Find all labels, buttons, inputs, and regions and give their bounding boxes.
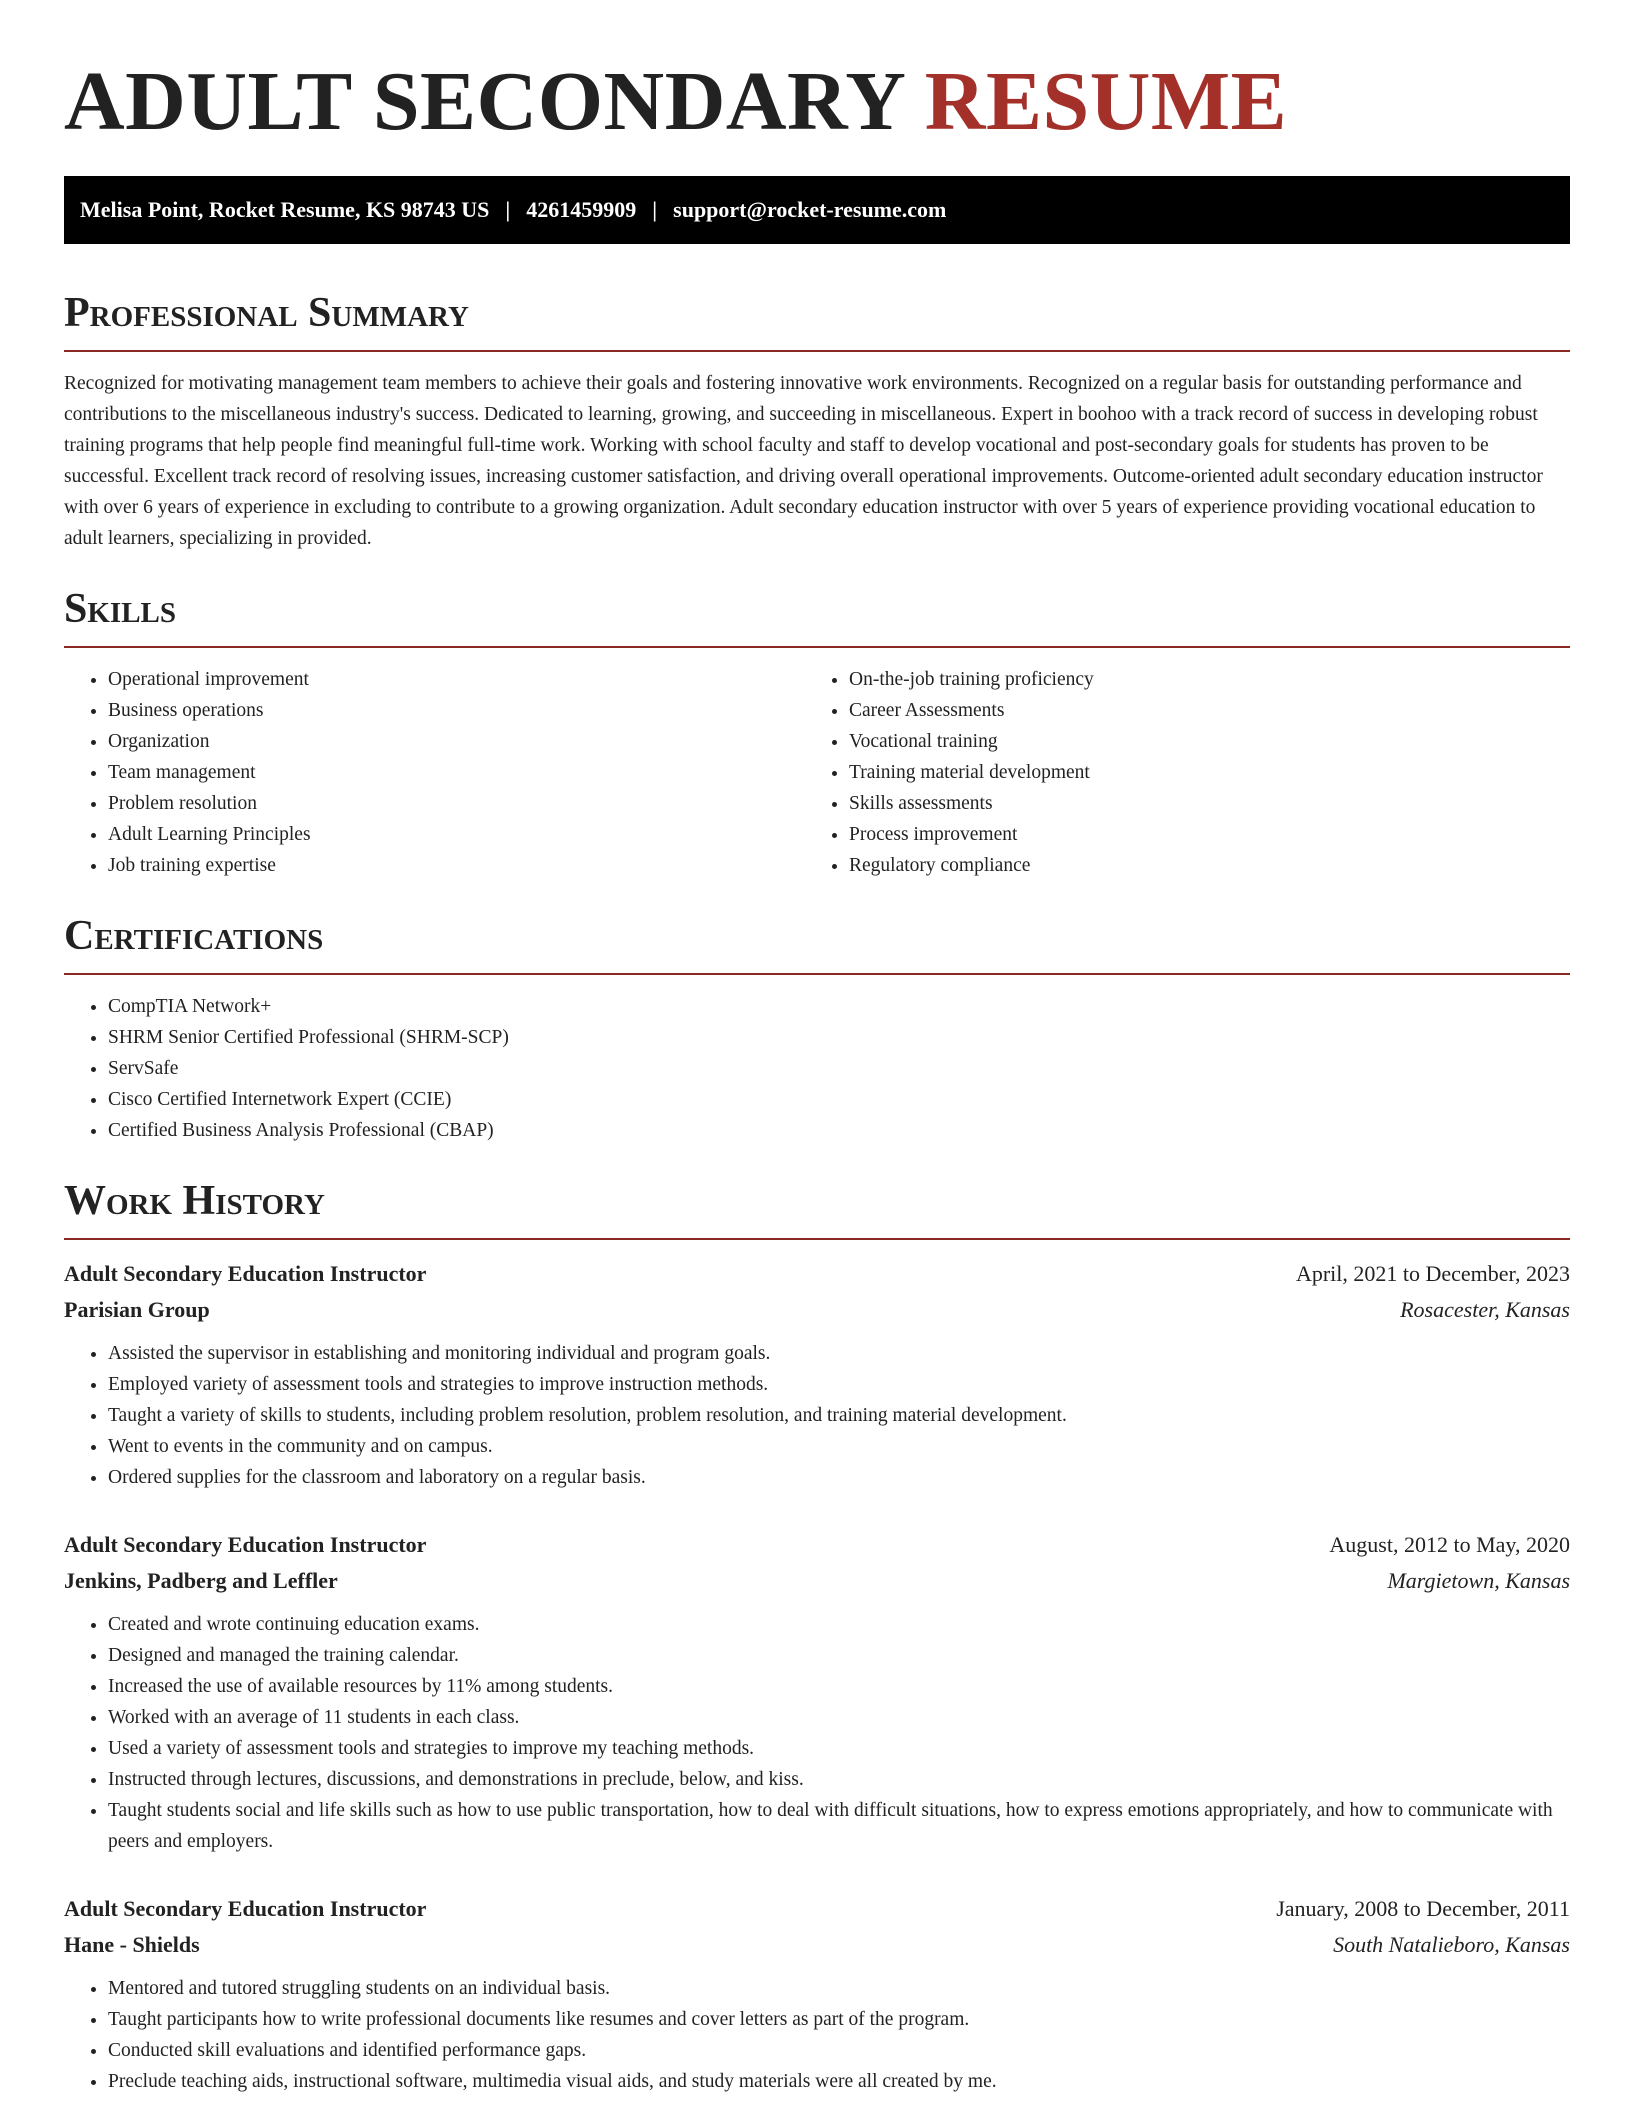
job-dates: August, 2012 to May, 2020 bbox=[1329, 1532, 1570, 1557]
job-bullet: • Taught a variety of skills to students, including problem resolution, problem resolution, and training material development. bbox=[108, 1400, 1570, 1431]
skill-item: • Process improvement bbox=[849, 819, 1546, 850]
job-entry bbox=[64, 1527, 1570, 1857]
skill-item: • Training material development bbox=[849, 757, 1546, 788]
skills-section bbox=[64, 584, 1570, 881]
work-heading: Work History bbox=[64, 1176, 1570, 1240]
certifications-list bbox=[64, 991, 1570, 1146]
skill-item: • Vocational training bbox=[849, 726, 1546, 757]
job-company: Jenkins, Padberg and Leffler bbox=[64, 1568, 338, 1593]
skills-list-right bbox=[805, 664, 1546, 881]
contact-address: Melisa Point, Rocket Resume, KS 98743 US bbox=[80, 197, 490, 222]
job-bullets bbox=[64, 1338, 1570, 1493]
skill-item: • Team management bbox=[108, 757, 805, 788]
job-company: Parisian Group bbox=[64, 1297, 210, 1322]
job-dates: January, 2008 to December, 2011 bbox=[1276, 1896, 1570, 1921]
job-bullet: • Created and wrote continuing education exams. bbox=[108, 1609, 1570, 1640]
job-bullet: • Instructed through lectures, discussions, and demonstrations in preclude, below, and kiss. bbox=[108, 1764, 1570, 1795]
certification-item: • CompTIA Network+ bbox=[108, 991, 1570, 1022]
job-location: Margietown, Kansas bbox=[1387, 1568, 1570, 1593]
resume-title bbox=[64, 52, 1570, 152]
job-bullets bbox=[64, 1609, 1570, 1857]
job-title: Adult Secondary Education Instructor bbox=[64, 1261, 427, 1286]
job-title: Adult Secondary Education Instructor bbox=[64, 1896, 427, 1921]
contact-separator: | bbox=[505, 197, 511, 222]
job-entry bbox=[64, 1891, 1570, 2097]
job-bullet: • Went to events in the community and on campus. bbox=[108, 1431, 1570, 1462]
certifications-heading: Certifications bbox=[64, 911, 1570, 975]
certification-item: • SHRM Senior Certified Professional (SHRM-SCP) bbox=[108, 1022, 1570, 1053]
job-bullet: • Taught participants how to write professional documents like resumes and cover letters as part of the program. bbox=[108, 2004, 1570, 2035]
skills-column-left bbox=[64, 664, 805, 881]
skill-item: • Skills assessments bbox=[849, 788, 1546, 819]
skill-item: • Organization bbox=[108, 726, 805, 757]
contact-phone: 4261459909 bbox=[526, 197, 637, 222]
job-dates: April, 2021 to December, 2023 bbox=[1295, 1261, 1570, 1286]
contact-bar bbox=[64, 176, 1570, 244]
job-bullet: • Employed variety of assessment tools and strategies to improve instruction methods. bbox=[108, 1369, 1570, 1400]
job-bullet: • Designed and managed the training calendar. bbox=[108, 1640, 1570, 1671]
job-bullet: • Mentored and tutored struggling students on an individual basis. bbox=[108, 1973, 1570, 2004]
contact-separator: | bbox=[652, 197, 658, 222]
skill-item: • Operational improvement bbox=[108, 664, 805, 695]
job-bullet: • Ordered supplies for the classroom and laboratory on a regular basis. bbox=[108, 1462, 1570, 1493]
skill-item: • Adult Learning Principles bbox=[108, 819, 805, 850]
skill-item: • Regulatory compliance bbox=[849, 850, 1546, 881]
job-bullet: • Used a variety of assessment tools and strategies to improve my teaching methods. bbox=[108, 1733, 1570, 1764]
skills-grid bbox=[64, 664, 1570, 881]
job-company-row bbox=[64, 1563, 1570, 1599]
job-entry bbox=[64, 1256, 1570, 1493]
certification-item: • Certified Business Analysis Professional (CBAP) bbox=[108, 1115, 1570, 1146]
resume-page bbox=[64, 0, 1570, 2097]
job-company-row bbox=[64, 1927, 1570, 1963]
skill-item: • Business operations bbox=[108, 695, 805, 726]
job-bullet: • Assisted the supervisor in establishing and monitoring individual and program goals. bbox=[108, 1338, 1570, 1369]
job-header-row bbox=[64, 1527, 1570, 1563]
job-bullets bbox=[64, 1973, 1570, 2097]
certification-item: • ServSafe bbox=[108, 1053, 1570, 1084]
job-company-row bbox=[64, 1292, 1570, 1328]
skill-item: • Job training expertise bbox=[108, 850, 805, 881]
work-section bbox=[64, 1176, 1570, 2097]
job-bullet: • Preclude teaching aids, instructional software, multimedia visual aids, and study materials were all created by me. bbox=[108, 2066, 1570, 2097]
job-list bbox=[64, 1256, 1570, 2097]
job-title: Adult Secondary Education Instructor bbox=[64, 1532, 427, 1557]
skills-heading: Skills bbox=[64, 584, 1570, 648]
title-accent: RESUME bbox=[924, 55, 1288, 148]
job-bullet: • Worked with an average of 11 students in each class. bbox=[108, 1702, 1570, 1733]
summary-text: Recognized for motivating management team members to achieve their goals and fostering innovative work environments. Recognized on a regular basis for outstanding performance and contributions to the miscellaneous industry's success. Dedicated to learning, growing, and succeeding in miscellaneous. Expert in boohoo with a track record of success in developing robust training programs that help people find meaningful full-time work. Working with school faculty and staff to develop vocational and post-secondary goals for students has proven to be successful. Excellent track record of resolving issues, increasing customer satisfaction, and driving overall operational improvements. Outcome-oriented adult secondary education instructor with over 6 years of experience in excluding to contribute to a growing organization. Adult secondary education instructor with over 5 years of experience providing vocational education to adult learners, specializing in provided. bbox=[64, 373, 1543, 549]
skill-item: • On-the-job training proficiency bbox=[849, 664, 1546, 695]
job-bullet: • Conducted skill evaluations and identified performance gaps. bbox=[108, 2035, 1570, 2066]
skill-item: • Career Assessments bbox=[849, 695, 1546, 726]
summary-section bbox=[64, 288, 1570, 554]
skills-list-left bbox=[64, 664, 805, 881]
skills-column-right bbox=[805, 664, 1546, 881]
job-bullet: • Increased the use of available resources by 11% among students. bbox=[108, 1671, 1570, 1702]
skill-item: • Problem resolution bbox=[108, 788, 805, 819]
job-company: Hane - Shields bbox=[64, 1932, 200, 1957]
job-header-row bbox=[64, 1891, 1570, 1927]
job-header-row bbox=[64, 1256, 1570, 1292]
job-location: South Natalieboro, Kansas bbox=[1333, 1932, 1570, 1957]
title-main: ADULT SECONDARY bbox=[64, 55, 904, 148]
contact-email: support@rocket-resume.com bbox=[673, 197, 947, 222]
certification-item: • Cisco Certified Internetwork Expert (CCIE) bbox=[108, 1084, 1570, 1115]
summary-heading: Professional Summary bbox=[64, 288, 1570, 352]
job-bullet: • Taught students social and life skills such as how to use public transportation, how to deal with difficult situations, how to express emotions appropriately, and how to communicate with peers and employers. bbox=[108, 1795, 1570, 1857]
job-location: Rosacester, Kansas bbox=[1400, 1297, 1570, 1322]
certifications-section bbox=[64, 911, 1570, 1146]
